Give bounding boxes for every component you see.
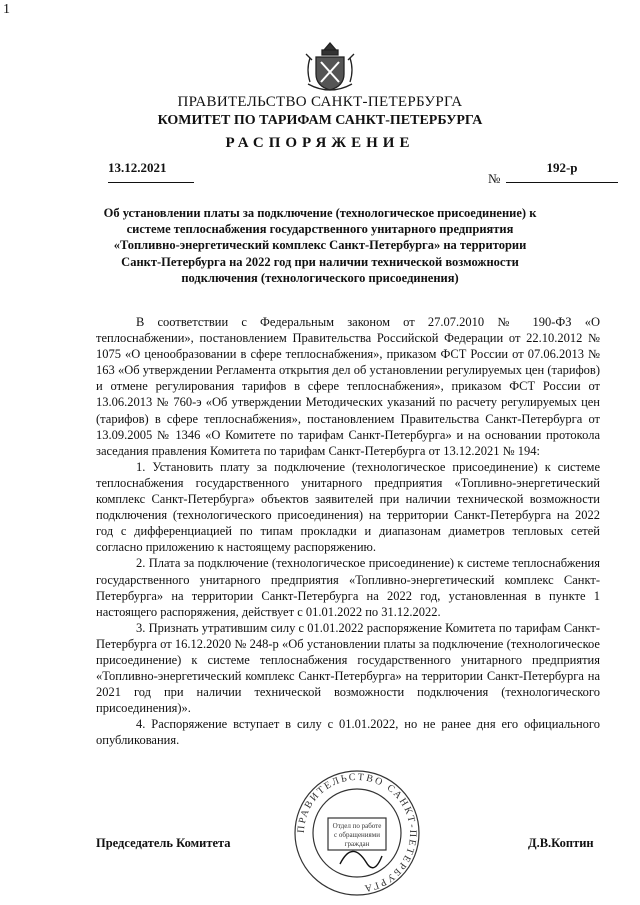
signatory-name: Д.В.Коптин <box>528 836 594 850</box>
official-stamp <box>282 768 432 898</box>
document-number: 192-р <box>506 160 618 183</box>
document-title: Об установлении платы за подключение (технологическое присоединение) к системе теплоснабжения государственного унитарного предприятия «Топливно-энергетический комплекс Санкт-Петербурга» на территории Санкт-Петербурга на 2022 год при наличии технической возможности подключения (технологического присоединения) <box>103 206 537 285</box>
list-item: 2. Плата за подключение (технологическое присоединение) к системе теплоснабжения государственного унитарного предприятия «Топливно-энергетический комплекс Санкт-Петербурга» на территории Санкт-Петербурга на 2022 год, установленная в пункте 1 настоящего распоряжения, действует с 01.01.2022 по 31.12.2022. <box>96 556 600 619</box>
stamp-inner-line: с обращениями <box>334 831 380 839</box>
document-type: РАСПОРЯЖЕНИЕ <box>225 135 415 151</box>
document-body <box>96 314 600 749</box>
page-corner-mark: 1 <box>3 2 10 17</box>
preamble-paragraph: В соответствии с Федеральным законом от 27.07.2010 № 190-ФЗ «О теплоснабжении», постановлением Правительства Российской Федерации от 22.10.2012 № 1075 «О ценообразовании в сфере теплоснабжения», приказом ФСТ России от 07.06.2013 № 163 «Об утверждении Регламента открытия дел об установлении регулируемых цен (тарифов) и отмене регулирования тарифов в сфере теплоснабжения», приказом ФСТ России от 13.06.2013 № 760-э «Об утверждении Методических указаний по расчету регулируемых цен (тарифов) в сфере теплоснабжения», постановлением Правительства Санкт-Петербурга от 13.09.2005 № 1346 «О Комитете по тарифам Санкт-Петербурга» и на основании протокола заседания правления Комитета по тарифам Санкт-Петербурга от 13.12.2021 № 194: <box>96 315 600 458</box>
signature-scribble <box>340 851 382 867</box>
committee-name: КОМИТЕТ ПО ТАРИФАМ САНКТ-ПЕТЕРБУРГА <box>157 113 483 128</box>
list-item: 4. Распоряжение вступает в силу с 01.01.2022, но не ранее дня его официального опубликования. <box>96 717 600 748</box>
number-sign: № <box>488 171 501 186</box>
list-item: 3. Признать утратившим силу с 01.01.2022 распоряжение Комитета по тарифам Санкт-Петербурга от 16.12.2020 № 248-р «Об установлении платы за подключение (технологическое присоединение) к системе теплоснабжения государственного унитарного предприятия «Топливно-энергетический комплекс Санкт-Петербурга» на территории Санкт-Петербурга на 2021 год при наличии технической возможности подключения (технологического присоединения)». <box>96 620 600 716</box>
signatory-position: Председатель Комитета <box>96 836 231 850</box>
list-item: 1. Установить плату за подключение (технологическое присоединение) к системе теплоснабжения государственного унитарного предприятия «Топливно-энергетический комплекс Санкт-Петербурга» объектов заявителей при наличии технической возможности подключения (технологического присоединения) на территории Санкт-Петербурга на 2022 год с дифференциацией по типам прокладки и диапазонам диаметров тепловых сетей согласно приложению к настоящему распоряжению. <box>96 459 600 555</box>
stamp-ring-text: ПРАВИТЕЛЬСТВО САНКТ-ПЕТЕРБУРГА <box>295 771 419 894</box>
government-name: ПРАВИТЕЛЬСТВО САНКТ-ПЕТЕРБУРГА <box>177 94 463 110</box>
stamp-inner-line: Отдел по работе <box>332 822 382 830</box>
document-date: 13.12.2021 <box>108 160 194 183</box>
coat-of-arms-icon <box>300 40 360 96</box>
stamp-inner-line: граждан <box>344 840 370 848</box>
